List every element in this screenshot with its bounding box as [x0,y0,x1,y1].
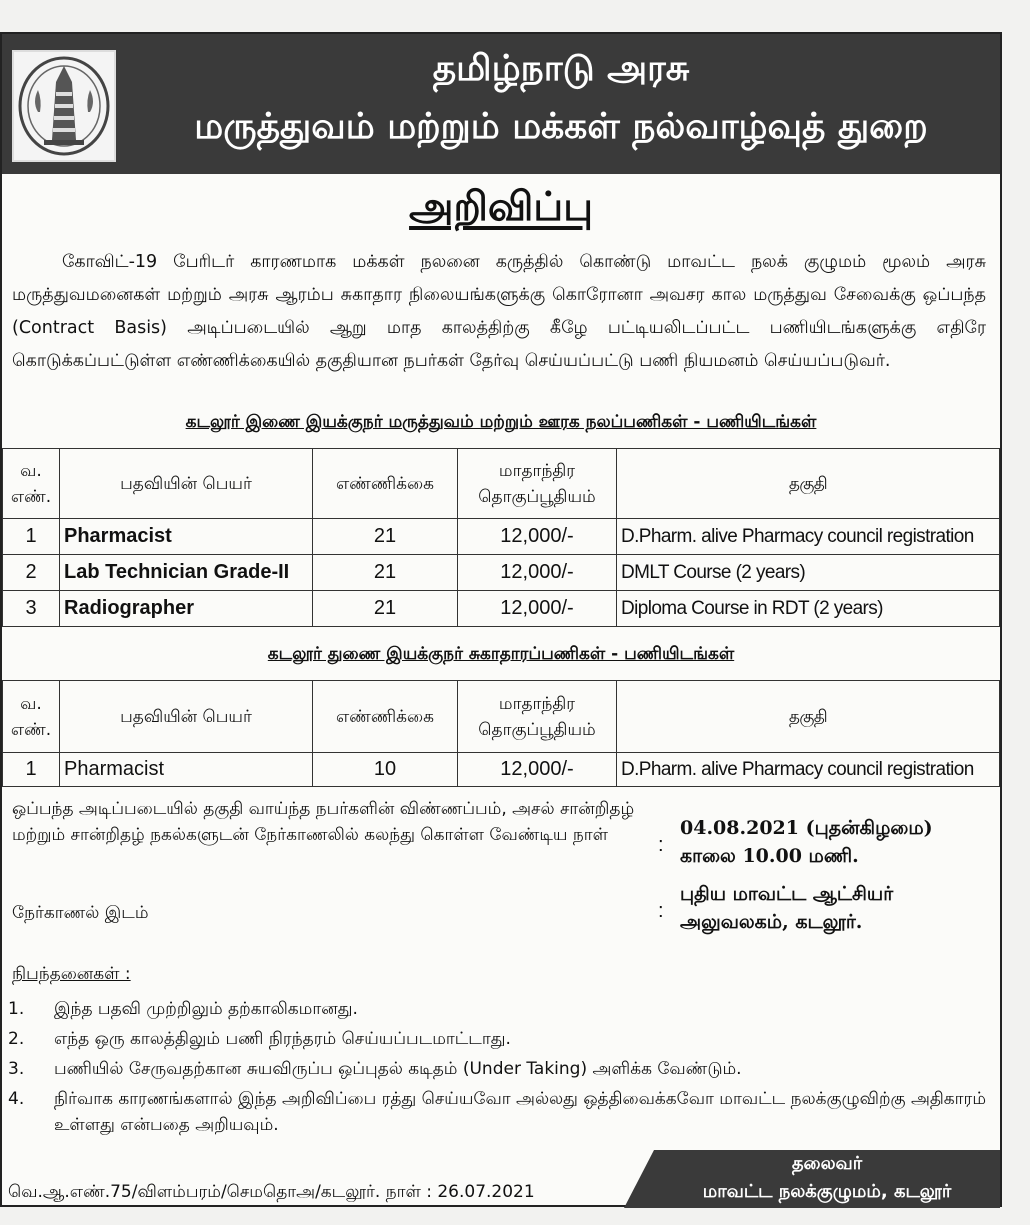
table-row [3,519,1000,555]
interview-time: காலை 10.00 மணி. [680,845,859,867]
row-post: Pharmacist [60,519,313,555]
row-post: Radiographer [60,591,313,627]
colon: : [658,900,664,922]
row-count: 21 [313,591,458,627]
row-sno: 1 [3,753,60,787]
condition-number: 3. [8,1059,25,1079]
header-banner [2,34,1000,174]
condition-text: இந்த பதவி முற்றிலும் தற்காலிகமானது. [54,999,358,1019]
count-header: எண்ணிக்கை [313,681,458,753]
row-qualification: D.Pharm. alive Pharmacy council registration [617,519,1000,555]
row-sno: 1 [3,519,60,555]
salary-header: மாதாந்திர தொகுப்பூதியம் [458,681,617,753]
qualification-header: தகுதி [617,449,1000,519]
section1-table [2,448,1000,627]
condition-text: பணியில் சேருவதற்கான சுயவிருப்ப ஒப்புதல் கடிதம் (Under Taking) அளிக்க வேண்டும். [54,1059,742,1079]
signatory-title: தலைவர் [791,1153,863,1174]
salary-header: மாதாந்திர தொகுப்பூதியம் [458,449,617,519]
row-count: 10 [313,753,458,787]
row-salary: 12,000/- [458,555,617,591]
reference-number: வெ.ஆ.எண்.75/விளம்பரம்/செமதொஅ/கடலூர். நாள் : 26.07.2021 [8,1182,535,1202]
venue-line-2: அலுவலகம், கடலூர். [680,911,863,933]
interview-venue-value [680,880,893,936]
row-count: 21 [313,519,458,555]
conditions-title: நிபந்தனைகள் : [12,964,131,984]
signatory-office: மாவட்ட நலக்குழுமம், கடலூர் [702,1181,952,1202]
venue-line-1: புதிய மாவட்ட ஆட்சியர் [680,883,894,905]
condition-text: நிர்வாக காரணங்களால் இந்த அறிவிப்பை ரத்து செய்யவோ அல்லது ஒத்திவைக்கவோ மாவட்ட நலக்குழுவிற்கு அதிகாரம் உள்ளது என்பதை அறியவும். [54,1089,987,1135]
section2-heading: கடலூர் துணை இயக்குநர் சுகாதாரப்பணிகள் - பணியிடங்கள் [267,644,735,664]
row-sno: 2 [3,555,60,591]
table-header-row [3,681,1000,753]
interview-date-label: ஒப்பந்த அடிப்படையில் தகுதி வாய்ந்த நபர்களின் விண்ணப்பம், அசல் சான்றிதழ் மற்றும் சான்றிதழ் நகல்களுடன் நேர்காணலில் கலந்து கொள்ள வேண்டிய நாள் [12,799,635,845]
condition-number: 1. [8,999,25,1019]
colon: : [658,834,664,856]
count-header: எண்ணிக்கை [313,449,458,519]
row-qualification: Diploma Course in RDT (2 years) [617,591,1000,627]
post-header: பதவியின் பெயர் [60,449,313,519]
notice-page [0,32,1002,1207]
tamil-nadu-emblem-icon [12,50,116,162]
condition-item [8,1026,986,1052]
sno-header: வ. எண். [3,449,60,519]
table-row [3,555,1000,591]
section1-heading: கடலூர் இணை இயக்குநர் மருத்துவம் மற்றும் ஊரக நலப்பணிகள் - பணியிடங்கள் [185,412,817,432]
row-salary: 12,000/- [458,753,617,787]
row-post: Pharmacist [60,753,313,787]
interview-date-value [680,814,933,870]
row-qualification: DMLT Course (2 years) [617,555,1000,591]
condition-item [8,1056,986,1082]
condition-item [8,1086,986,1138]
condition-number: 4. [8,1089,25,1109]
signatory-box [654,1150,1000,1208]
government-title: தமிழ்நாடு அரசு [432,48,690,89]
row-qualification: D.Pharm. alive Pharmacy council registration [617,753,1000,787]
row-count: 21 [313,555,458,591]
row-salary: 12,000/- [458,591,617,627]
row-salary: 12,000/- [458,519,617,555]
qualification-header: தகுதி [617,681,1000,753]
intro-paragraph: கோவிட்-19 பேரிடர் காரணமாக மக்கள் நலனை கருத்தில் கொண்டு மாவட்ட நலக் குழுமம் மூலம் அரசு மருத்துவமனைகள் மற்றும் அரசு ஆரம்ப சுகாதார நிலையங்களுக்கு கொரோனா அவசர கால மருத்துவ சேவைக்கு ஒப்பந்த (Contract Basis) அடிப்படையில் ஆறு மாத காலத்திற்கு கீழே பட்டியலிடப்பட்ட பணியிடங்களுக்கு எதிரே கொடுக்கப்பட்டுள்ள எண்ணிக்கையில் தகுதியான நபர்கள் தேர்வு செய்யப்பட்டு பணி நியமனம் செய்யப்படுவர். [12,252,986,371]
table-row [3,591,1000,627]
notice-title: அறிவிப்பு [409,184,593,230]
interview-venue-label: நேர்காணல் இடம் [12,903,149,923]
section2-table [2,680,1000,787]
row-sno: 3 [3,591,60,627]
post-header: பதவியின் பெயர் [60,681,313,753]
department-title: மருத்துவம் மற்றும் மக்கள் நல்வாழ்வுத் துறை [194,106,928,147]
table-header-row [3,449,1000,519]
condition-text: எந்த ஒரு காலத்திலும் பணி நிரந்தரம் செய்யப்படமாட்டாது. [54,1029,511,1049]
sno-header: வ. எண். [3,681,60,753]
row-post: Lab Technician Grade-II [60,555,313,591]
table-row [3,753,1000,787]
condition-number: 2. [8,1029,25,1049]
condition-item [8,996,986,1022]
interview-date: 04.08.2021 (புதன்கிழமை) [680,817,933,839]
